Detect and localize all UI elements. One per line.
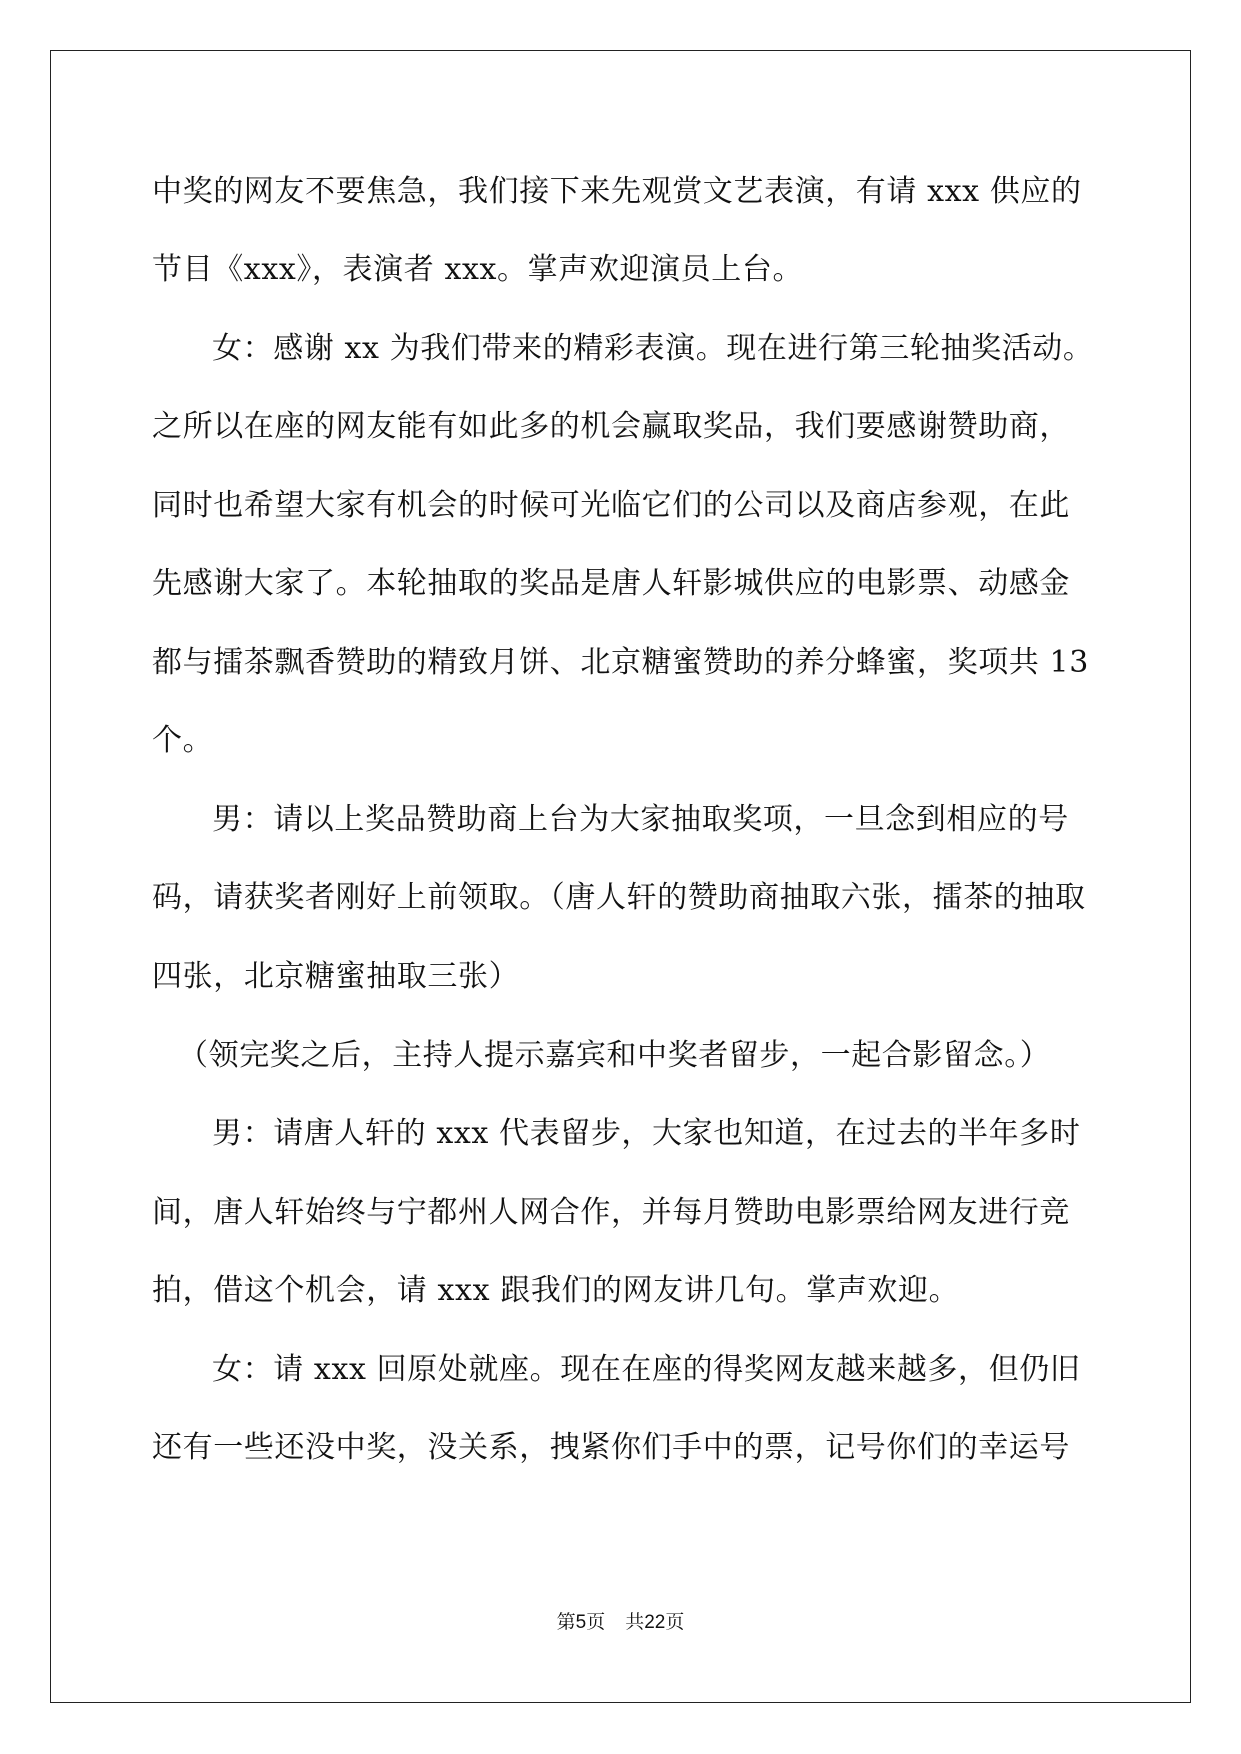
total-suffix: 页: [665, 1612, 685, 1633]
text-line: 男：请以上奖品赞助商上台为大家抽取奖项，一旦念到相应的号: [212, 802, 1069, 837]
text-line: 节目《xxx》，表演者 xxx。掌声欢迎演员上台。: [152, 252, 804, 287]
text-line: 码，请获奖者刚好上前领取。（唐人轩的赞助商抽取六张，擂茶的抽取: [152, 880, 1086, 915]
text-line: 间，唐人轩始终与宁都州人网合作，并每月赞助电影票给网友进行竞: [152, 1195, 1070, 1230]
page-current: 5: [575, 1612, 587, 1633]
page-prefix: 第: [556, 1612, 576, 1633]
text-line: 都与擂茶飘香赞助的精致月饼、北京糖蜜赞助的养分蜂蜜，奖项共 13: [152, 645, 1089, 680]
page-suffix: 页: [586, 1612, 606, 1633]
text-line: 中奖的网友不要焦急，我们接下来先观赏文艺表演，有请 xxx 供应的: [152, 174, 1082, 209]
text-line: 女：感谢 xx 为我们带来的精彩表演。现在进行第三轮抽奖活动。: [212, 331, 1094, 366]
text-line: 男：请唐人轩的 xxx 代表留步，大家也知道，在过去的半年多时: [212, 1116, 1081, 1151]
total-prefix: 共: [625, 1612, 645, 1633]
text-line: 四张，北京糖蜜抽取三张）: [152, 959, 520, 994]
page-footer: [0, 1611, 1241, 1635]
text-line: 之所以在座的网友能有如此多的机会赢取奖品，我们要感谢赞助商，: [152, 409, 1070, 444]
page-total: 22: [644, 1612, 666, 1633]
text-line: 个。: [152, 723, 214, 758]
text-line: 拍，借这个机会，请 xxx 跟我们的网友讲几句。掌声欢迎。: [152, 1273, 960, 1308]
text-line: 还有一些还没中奖，没关系，拽紧你们手中的票，记号你们的幸运号: [152, 1430, 1070, 1465]
text-line: 同时也希望大家有机会的时候可光临它们的公司以及商店参观，在此: [152, 488, 1070, 523]
text-line: （领完奖之后，主持人提示嘉宾和中奖者留步，一起合影留念。）: [178, 1038, 1051, 1073]
text-line: 女：请 xxx 回原处就座。现在在座的得奖网友越来越多，但仍旧: [212, 1352, 1081, 1387]
text-line: 先感谢大家了。本轮抽取的奖品是唐人轩影城供应的电影票、动感金: [152, 566, 1070, 601]
